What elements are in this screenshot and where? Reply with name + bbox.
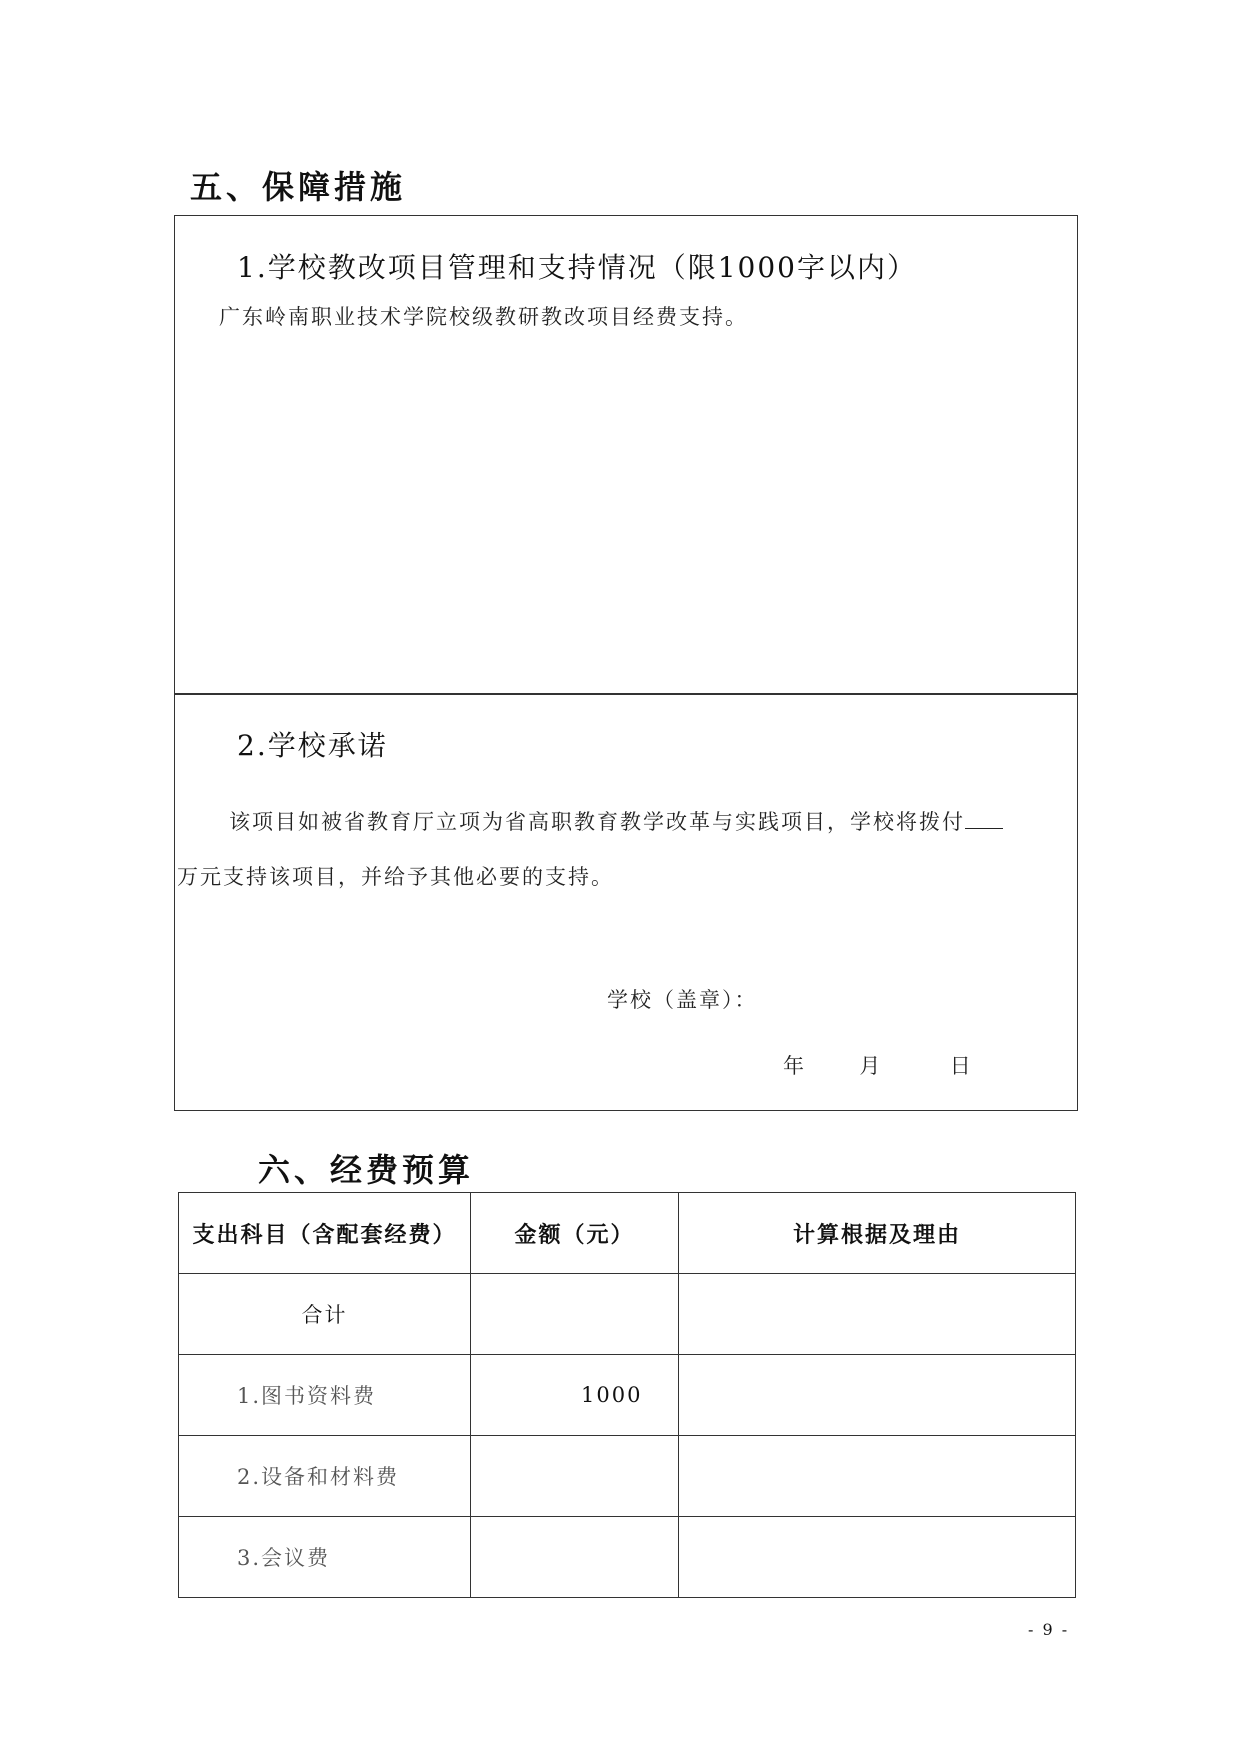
section-title-guarantee: 五、保障措施 <box>190 168 407 206</box>
date-month: 月 <box>859 1054 883 1078</box>
row-amount[interactable] <box>471 1274 679 1355</box>
header-amount: 金额（元） <box>471 1193 679 1274</box>
row-item-total: 合计 <box>179 1274 471 1355</box>
table-row <box>179 1355 1076 1436</box>
row-amount[interactable] <box>471 1436 679 1517</box>
table-row <box>179 1517 1076 1598</box>
commitment-text-1: 该项目如被省教育厅立项为省高职教育教学改革与实践项目，学校将拨付 <box>229 810 965 834</box>
school-commitment-title: 2.学校承诺 <box>237 729 388 762</box>
row-amount[interactable]: 1000 <box>471 1355 679 1436</box>
date-day: 日 <box>949 1054 973 1078</box>
row-reason[interactable] <box>679 1274 1076 1355</box>
section-title-budget: 六、经费预算 <box>258 1151 475 1189</box>
row-reason[interactable] <box>679 1355 1076 1436</box>
school-seal-label: 学校（盖章）： <box>607 988 758 1012</box>
header-reason: 计算根据及理由 <box>679 1193 1076 1274</box>
date-year: 年 <box>783 1054 806 1078</box>
table-row <box>179 1274 1076 1355</box>
commitment-line-2: 万元支持该项目，并给予其他必要的支持。 <box>177 865 614 889</box>
row-amount[interactable] <box>471 1517 679 1598</box>
row-reason[interactable] <box>679 1436 1076 1517</box>
school-commitment-box <box>174 693 1078 1111</box>
budget-table <box>178 1192 1076 1598</box>
commitment-line-1 <box>229 806 1003 836</box>
header-expense-item: 支出科目（含配套经费） <box>179 1193 471 1274</box>
row-item-books: 1.图书资料费 <box>179 1355 471 1436</box>
page-number: - 9 - <box>1028 1620 1070 1639</box>
row-reason[interactable] <box>679 1517 1076 1598</box>
row-item-meeting: 3.会议费 <box>179 1517 471 1598</box>
school-support-content: 广东岭南职业技术学院校级教研教改项目经费支持。 <box>219 305 748 329</box>
school-support-box <box>174 215 1078 695</box>
school-support-title: 1.学校教改项目管理和支持情况（限1000字以内） <box>237 251 917 284</box>
table-row <box>179 1436 1076 1517</box>
signature-date <box>783 1050 973 1080</box>
row-item-equipment: 2.设备和材料费 <box>179 1436 471 1517</box>
amount-blank[interactable] <box>965 806 1003 829</box>
budget-header-row <box>179 1193 1076 1274</box>
